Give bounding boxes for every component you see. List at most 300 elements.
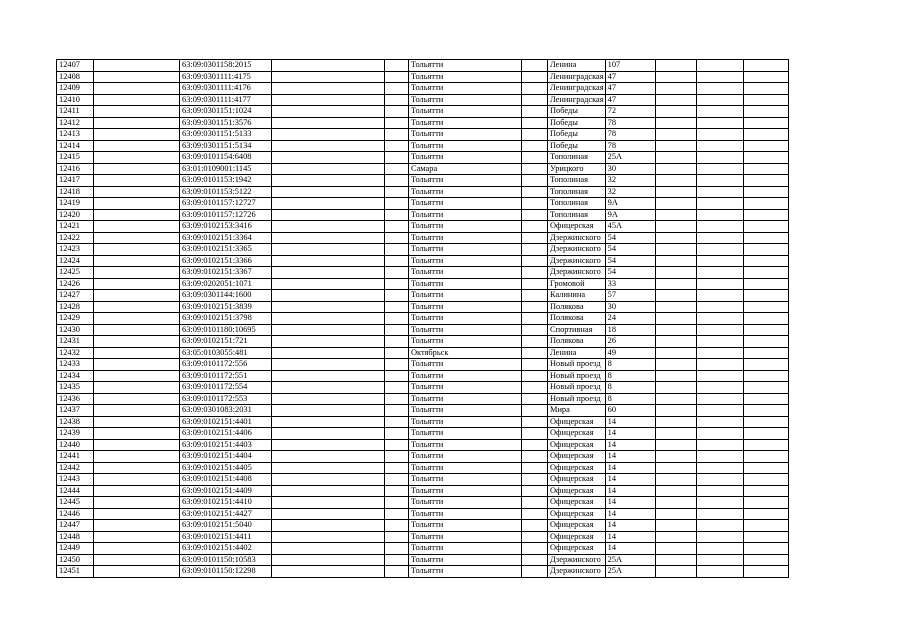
cadastral-number-cell: 63:09:0102151:4410	[180, 497, 272, 509]
empty-cell	[655, 520, 696, 532]
empty-cell	[696, 393, 743, 405]
empty-cell	[94, 416, 180, 428]
cadastral-number-cell: 63:09:0301111:4176	[180, 83, 272, 95]
cadastral-number-cell: 63:09:0101180:10695	[180, 324, 272, 336]
empty-cell	[696, 313, 743, 325]
empty-cell	[94, 462, 180, 474]
empty-cell	[696, 439, 743, 451]
street-cell: Громовой	[548, 278, 606, 290]
cadastral-number-cell: 63:09:0301158:2015	[180, 60, 272, 72]
street-cell: Калинина	[548, 290, 606, 302]
empty-cell	[696, 94, 743, 106]
empty-cell	[655, 497, 696, 509]
row-number-cell: 12409	[57, 83, 94, 95]
empty-cell	[743, 255, 788, 267]
empty-cell	[522, 497, 548, 509]
row-number-cell: 12444	[57, 485, 94, 497]
empty-cell	[696, 267, 743, 279]
table-row	[57, 198, 789, 210]
empty-cell	[385, 232, 409, 244]
city-cell: Тольятти	[409, 278, 522, 290]
empty-cell	[696, 175, 743, 187]
city-cell: Тольятти	[409, 152, 522, 164]
empty-cell	[272, 531, 385, 543]
empty-cell	[272, 520, 385, 532]
empty-cell	[655, 94, 696, 106]
cadastral-number-cell: 63:09:0301151:1024	[180, 106, 272, 118]
empty-cell	[385, 106, 409, 118]
empty-cell	[272, 71, 385, 83]
empty-cell	[743, 301, 788, 313]
house-number-cell: 54	[605, 255, 655, 267]
street-cell: Победы	[548, 140, 606, 152]
cadastral-number-cell: 63:09:0102151:4405	[180, 462, 272, 474]
street-cell: Ленинградская	[548, 83, 606, 95]
house-number-cell: 33	[605, 278, 655, 290]
table-row	[57, 278, 789, 290]
empty-cell	[385, 129, 409, 141]
empty-cell	[272, 497, 385, 509]
empty-cell	[385, 198, 409, 210]
empty-cell	[94, 485, 180, 497]
table-row	[57, 485, 789, 497]
empty-cell	[385, 301, 409, 313]
empty-cell	[522, 71, 548, 83]
empty-cell	[522, 198, 548, 210]
house-number-cell: 107	[605, 60, 655, 72]
empty-cell	[522, 175, 548, 187]
empty-cell	[385, 543, 409, 555]
empty-cell	[655, 209, 696, 221]
empty-cell	[94, 359, 180, 371]
street-cell: Спортивная	[548, 324, 606, 336]
empty-cell	[385, 163, 409, 175]
house-number-cell: 18	[605, 324, 655, 336]
empty-cell	[655, 336, 696, 348]
row-number-cell: 12443	[57, 474, 94, 486]
table-row	[57, 60, 789, 72]
house-number-cell: 8	[605, 359, 655, 371]
empty-cell	[272, 370, 385, 382]
house-number-cell: 8	[605, 370, 655, 382]
cadastral-number-cell: 63:09:0301083:2031	[180, 405, 272, 417]
cadastral-number-cell: 63:09:0102151:3366	[180, 255, 272, 267]
empty-cell	[94, 313, 180, 325]
house-number-cell: 47	[605, 83, 655, 95]
empty-cell	[696, 324, 743, 336]
empty-cell	[696, 462, 743, 474]
empty-cell	[743, 83, 788, 95]
table-row	[57, 244, 789, 256]
empty-cell	[655, 324, 696, 336]
empty-cell	[94, 324, 180, 336]
table-row	[57, 543, 789, 555]
empty-cell	[743, 209, 788, 221]
house-number-cell: 14	[605, 520, 655, 532]
empty-cell	[94, 244, 180, 256]
table-row	[57, 531, 789, 543]
empty-cell	[522, 416, 548, 428]
empty-cell	[522, 370, 548, 382]
empty-cell	[743, 94, 788, 106]
empty-cell	[522, 382, 548, 394]
row-number-cell: 12434	[57, 370, 94, 382]
row-number-cell: 12414	[57, 140, 94, 152]
empty-cell	[522, 543, 548, 555]
cadastral-number-cell: 63:09:0102151:3364	[180, 232, 272, 244]
empty-cell	[696, 508, 743, 520]
empty-cell	[743, 393, 788, 405]
table-row	[57, 347, 789, 359]
row-number-cell: 12439	[57, 428, 94, 440]
row-number-cell: 12427	[57, 290, 94, 302]
empty-cell	[94, 439, 180, 451]
empty-cell	[696, 531, 743, 543]
empty-cell	[696, 554, 743, 566]
empty-cell	[272, 474, 385, 486]
empty-cell	[743, 152, 788, 164]
street-cell: Офицерская	[548, 485, 606, 497]
empty-cell	[272, 278, 385, 290]
empty-cell	[655, 163, 696, 175]
empty-cell	[696, 382, 743, 394]
empty-cell	[94, 278, 180, 290]
empty-cell	[655, 359, 696, 371]
house-number-cell: 25А	[605, 566, 655, 578]
table-row	[57, 439, 789, 451]
cadastral-number-cell: 63:09:0102151:4402	[180, 543, 272, 555]
row-number-cell: 12428	[57, 301, 94, 313]
table-row	[57, 94, 789, 106]
empty-cell	[522, 554, 548, 566]
empty-cell	[655, 267, 696, 279]
empty-cell	[743, 117, 788, 129]
empty-cell	[94, 336, 180, 348]
table-row	[57, 232, 789, 244]
street-cell: Офицерская	[548, 531, 606, 543]
street-cell: Тополиная	[548, 198, 606, 210]
empty-cell	[743, 359, 788, 371]
city-cell: Тольятти	[409, 439, 522, 451]
empty-cell	[743, 370, 788, 382]
city-cell: Тольятти	[409, 244, 522, 256]
table-row	[57, 71, 789, 83]
empty-cell	[94, 198, 180, 210]
table-row	[57, 255, 789, 267]
empty-cell	[385, 140, 409, 152]
empty-cell	[94, 163, 180, 175]
row-number-cell: 12430	[57, 324, 94, 336]
street-cell: Дзержинского	[548, 267, 606, 279]
city-cell: Тольятти	[409, 508, 522, 520]
cadastral-number-cell: 63:09:0102151:4408	[180, 474, 272, 486]
empty-cell	[94, 405, 180, 417]
empty-cell	[696, 152, 743, 164]
street-cell: Новый проезд	[548, 359, 606, 371]
empty-cell	[522, 508, 548, 520]
empty-cell	[655, 462, 696, 474]
empty-cell	[385, 405, 409, 417]
empty-cell	[272, 83, 385, 95]
table-row	[57, 221, 789, 233]
house-number-cell: 14	[605, 439, 655, 451]
city-cell: Тольятти	[409, 462, 522, 474]
house-number-cell: 14	[605, 485, 655, 497]
city-cell: Тольятти	[409, 451, 522, 463]
empty-cell	[655, 278, 696, 290]
empty-cell	[272, 416, 385, 428]
empty-cell	[94, 497, 180, 509]
row-number-cell: 12445	[57, 497, 94, 509]
empty-cell	[522, 405, 548, 417]
table-row	[57, 566, 789, 578]
empty-cell	[743, 382, 788, 394]
street-cell: Офицерская	[548, 428, 606, 440]
empty-cell	[522, 163, 548, 175]
empty-cell	[655, 474, 696, 486]
empty-cell	[743, 232, 788, 244]
empty-cell	[522, 301, 548, 313]
empty-cell	[272, 439, 385, 451]
empty-cell	[522, 117, 548, 129]
city-cell: Тольятти	[409, 382, 522, 394]
empty-cell	[272, 543, 385, 555]
empty-cell	[743, 290, 788, 302]
row-number-cell: 12446	[57, 508, 94, 520]
empty-cell	[696, 106, 743, 118]
street-cell: Ленинградская	[548, 71, 606, 83]
row-number-cell: 12423	[57, 244, 94, 256]
row-number-cell: 12450	[57, 554, 94, 566]
city-cell: Тольятти	[409, 186, 522, 198]
empty-cell	[385, 313, 409, 325]
empty-cell	[522, 83, 548, 95]
row-number-cell: 12417	[57, 175, 94, 187]
city-cell: Тольятти	[409, 117, 522, 129]
empty-cell	[94, 290, 180, 302]
empty-cell	[94, 83, 180, 95]
empty-cell	[655, 485, 696, 497]
house-number-cell: 78	[605, 129, 655, 141]
empty-cell	[696, 451, 743, 463]
empty-cell	[696, 336, 743, 348]
empty-cell	[385, 278, 409, 290]
empty-cell	[743, 313, 788, 325]
cadastral-number-cell: 63:09:0102151:5040	[180, 520, 272, 532]
empty-cell	[94, 94, 180, 106]
empty-cell	[522, 278, 548, 290]
empty-cell	[655, 428, 696, 440]
cadastral-number-cell: 63:09:0101172:553	[180, 393, 272, 405]
empty-cell	[522, 209, 548, 221]
house-number-cell: 32	[605, 186, 655, 198]
empty-cell	[385, 451, 409, 463]
street-cell: Урицкого	[548, 163, 606, 175]
empty-cell	[385, 428, 409, 440]
house-number-cell: 14	[605, 451, 655, 463]
empty-cell	[522, 221, 548, 233]
empty-cell	[655, 531, 696, 543]
house-number-cell: 14	[605, 462, 655, 474]
empty-cell	[743, 416, 788, 428]
street-cell: Офицерская	[548, 462, 606, 474]
table-row	[57, 140, 789, 152]
street-cell: Дзержинского	[548, 566, 606, 578]
row-number-cell: 12415	[57, 152, 94, 164]
street-cell: Тополиная	[548, 186, 606, 198]
house-number-cell: 14	[605, 497, 655, 509]
empty-cell	[272, 382, 385, 394]
empty-cell	[655, 405, 696, 417]
empty-cell	[272, 267, 385, 279]
empty-cell	[743, 428, 788, 440]
empty-cell	[94, 347, 180, 359]
empty-cell	[522, 313, 548, 325]
empty-cell	[272, 359, 385, 371]
empty-cell	[655, 71, 696, 83]
empty-cell	[94, 428, 180, 440]
table-body	[57, 60, 789, 578]
empty-cell	[743, 439, 788, 451]
empty-cell	[385, 370, 409, 382]
empty-cell	[385, 382, 409, 394]
empty-cell	[385, 60, 409, 72]
street-cell: Тополиная	[548, 152, 606, 164]
city-cell: Тольятти	[409, 313, 522, 325]
table-row	[57, 175, 789, 187]
empty-cell	[522, 94, 548, 106]
empty-cell	[743, 462, 788, 474]
cadastral-number-cell: 63:09:0301151:3576	[180, 117, 272, 129]
empty-cell	[272, 393, 385, 405]
row-number-cell: 12441	[57, 451, 94, 463]
empty-cell	[743, 324, 788, 336]
house-number-cell: 54	[605, 244, 655, 256]
cadastral-number-cell: 63:09:0102151:3839	[180, 301, 272, 313]
empty-cell	[743, 405, 788, 417]
empty-cell	[385, 186, 409, 198]
spreadsheet-page	[56, 59, 789, 578]
row-number-cell: 12438	[57, 416, 94, 428]
row-number-cell: 12419	[57, 198, 94, 210]
row-number-cell: 12435	[57, 382, 94, 394]
empty-cell	[655, 416, 696, 428]
cadastral-number-cell: 63:09:0102151:4401	[180, 416, 272, 428]
city-cell: Тольятти	[409, 94, 522, 106]
empty-cell	[94, 232, 180, 244]
empty-cell	[272, 347, 385, 359]
empty-cell	[522, 244, 548, 256]
empty-cell	[522, 290, 548, 302]
empty-cell	[522, 485, 548, 497]
empty-cell	[94, 531, 180, 543]
empty-cell	[696, 485, 743, 497]
empty-cell	[94, 60, 180, 72]
cadastral-number-cell: 63:09:0101172:554	[180, 382, 272, 394]
empty-cell	[272, 336, 385, 348]
empty-cell	[696, 497, 743, 509]
street-cell: Полякова	[548, 301, 606, 313]
empty-cell	[94, 520, 180, 532]
table-row	[57, 508, 789, 520]
registry-table	[56, 59, 789, 578]
empty-cell	[655, 370, 696, 382]
street-cell: Офицерская	[548, 221, 606, 233]
house-number-cell: 14	[605, 531, 655, 543]
cadastral-number-cell: 63:09:0301111:4175	[180, 71, 272, 83]
table-row	[57, 186, 789, 198]
empty-cell	[743, 485, 788, 497]
empty-cell	[272, 462, 385, 474]
house-number-cell: 30	[605, 163, 655, 175]
empty-cell	[743, 543, 788, 555]
table-row	[57, 129, 789, 141]
row-number-cell: 12408	[57, 71, 94, 83]
empty-cell	[385, 554, 409, 566]
empty-cell	[385, 244, 409, 256]
empty-cell	[94, 543, 180, 555]
house-number-cell: 25А	[605, 554, 655, 566]
empty-cell	[655, 175, 696, 187]
house-number-cell: 14	[605, 474, 655, 486]
empty-cell	[743, 163, 788, 175]
city-cell: Тольятти	[409, 393, 522, 405]
empty-cell	[272, 485, 385, 497]
empty-cell	[94, 382, 180, 394]
empty-cell	[743, 531, 788, 543]
street-cell: Дзержинского	[548, 255, 606, 267]
empty-cell	[655, 255, 696, 267]
city-cell: Тольятти	[409, 370, 522, 382]
street-cell: Новый проезд	[548, 393, 606, 405]
cadastral-number-cell: 63:09:0202051:1071	[180, 278, 272, 290]
row-number-cell: 12416	[57, 163, 94, 175]
city-cell: Тольятти	[409, 83, 522, 95]
empty-cell	[655, 129, 696, 141]
street-cell: Тополиная	[548, 175, 606, 187]
street-cell: Офицерская	[548, 497, 606, 509]
cadastral-number-cell: 63:09:0102151:4409	[180, 485, 272, 497]
empty-cell	[655, 244, 696, 256]
empty-cell	[655, 382, 696, 394]
street-cell: Победы	[548, 106, 606, 118]
table-row	[57, 267, 789, 279]
city-cell: Тольятти	[409, 416, 522, 428]
row-number-cell: 12431	[57, 336, 94, 348]
street-cell: Полякова	[548, 336, 606, 348]
empty-cell	[655, 393, 696, 405]
empty-cell	[94, 508, 180, 520]
empty-cell	[385, 94, 409, 106]
empty-cell	[696, 71, 743, 83]
empty-cell	[272, 451, 385, 463]
empty-cell	[696, 129, 743, 141]
cadastral-number-cell: 63:09:0101172:556	[180, 359, 272, 371]
empty-cell	[385, 497, 409, 509]
empty-cell	[743, 554, 788, 566]
empty-cell	[522, 531, 548, 543]
city-cell: Тольятти	[409, 359, 522, 371]
empty-cell	[272, 301, 385, 313]
empty-cell	[385, 290, 409, 302]
city-cell: Тольятти	[409, 232, 522, 244]
row-number-cell: 12422	[57, 232, 94, 244]
empty-cell	[655, 451, 696, 463]
table-row	[57, 405, 789, 417]
empty-cell	[696, 405, 743, 417]
cadastral-number-cell: 63:09:0101150:12298	[180, 566, 272, 578]
city-cell: Тольятти	[409, 60, 522, 72]
